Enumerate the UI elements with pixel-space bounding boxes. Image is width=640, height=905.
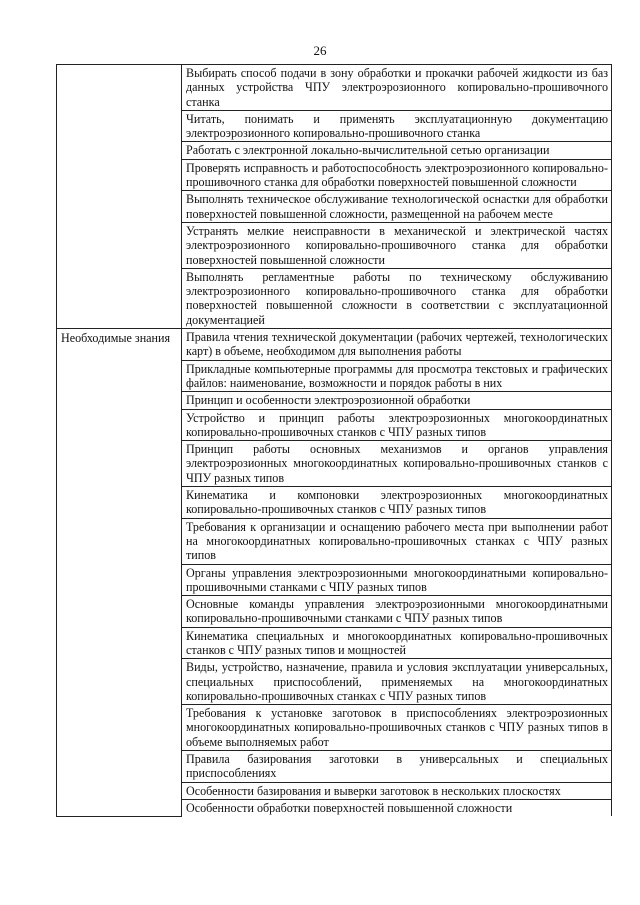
requirement-item: Органы управления электроэрозионными многокоординатными копировально-прошивочными станками с ЧПУ разных типов xyxy=(182,564,612,596)
requirement-item: Читать, понимать и применять эксплуатационную документацию электроэрозионного копировально-прошивочного станка xyxy=(182,110,612,142)
requirement-item: Требования к установке заготовок в приспособлениях электроэрозионных многокоординатных копировально-прошивочных станков с ЧПУ разных типов в объеме выполняемых работ xyxy=(182,705,612,751)
requirement-item: Виды, устройство, назначение, правила и условия эксплуатации универсальных, специальных приспособлений, применяемых на многокоординатных копировально-прошивочных станках с ЧПУ разных типов xyxy=(182,659,612,705)
table-row xyxy=(57,329,612,361)
requirements-table-body xyxy=(57,65,612,817)
requirement-item: Выбирать способ подачи в зону обработки и прокачки рабочей жидкости из баз данных устройства ЧПУ электроэрозионного копировально-прошивочного станка xyxy=(182,65,612,111)
requirement-item: Особенности обработки поверхностей повышенной сложности xyxy=(182,799,612,816)
requirement-item: Правила чтения технической документации (рабочих чертежей, технологических карт) в объеме, необходимом для выполнения работы xyxy=(182,329,612,361)
requirement-item: Кинематика и компоновки электроэрозионных многокоординатных копировально-прошивочных станков с ЧПУ разных типов xyxy=(182,487,612,519)
section-label xyxy=(61,66,178,67)
requirement-item: Кинематика специальных и многокоординатных копировально-прошивочных станков с ЧПУ разных типов и мощностей xyxy=(182,627,612,659)
requirement-item: Принцип и особенности электроэрозионной обработки xyxy=(182,392,612,409)
section-label-cell xyxy=(57,329,182,817)
requirement-item: Выполнять регламентные работы по техническому обслуживанию электроэрозионного копировально-прошивочного станка для обработки поверхностей повышенной сложности в соответствии с эксплуатационной документацией xyxy=(182,268,612,328)
requirement-item: Устройство и принцип работы электроэрозионных многокоординатных копировально-прошивочных станков с ЧПУ разных типов xyxy=(182,409,612,441)
requirement-item: Устранять мелкие неисправности в механической и электрической частях электроэрозионного копировально-прошивочного станка для обработки поверхностей повышенной сложности xyxy=(182,222,612,268)
requirement-item: Принцип работы основных механизмов и органов управления электроэрозионных многокоординатных копировально-прошивочных станков с ЧПУ разных типов xyxy=(182,441,612,487)
requirement-item: Основные команды управления электроэрозионными многокоординатными копировально-прошивочными станками с ЧПУ разных типов xyxy=(182,596,612,628)
section-label-cell xyxy=(57,65,182,329)
page-number: 26 xyxy=(313,43,327,58)
requirement-item: Выполнять техническое обслуживание технологической оснастки для обработки поверхностей повышенной сложности, размещенной на рабочем месте xyxy=(182,191,612,223)
requirement-item: Проверять исправность и работоспособность электроэрозионного копировально-прошивочного станка для обработки поверхностей повышенной сложности xyxy=(182,159,612,191)
requirement-item: Работать с электронной локально-вычислительной сетью организации xyxy=(182,142,612,159)
requirement-item: Правила базирования заготовки в универсальных и специальных приспособлениях xyxy=(182,751,612,783)
requirement-item: Прикладные компьютерные программы для просмотра текстовых и графических файлов: наименование, возможности и порядок работы в них xyxy=(182,360,612,392)
table-row xyxy=(57,65,612,111)
requirement-item: Требования к организации и оснащению рабочего места при выполнении работ на многокоординатных копировально-прошивочных станках с ЧПУ разных типов xyxy=(182,518,612,564)
section-label: Необходимые знания xyxy=(61,331,171,346)
requirement-item: Особенности базирования и выверки заготовок в нескольких плоскостях xyxy=(182,782,612,799)
requirements-table xyxy=(56,64,612,817)
